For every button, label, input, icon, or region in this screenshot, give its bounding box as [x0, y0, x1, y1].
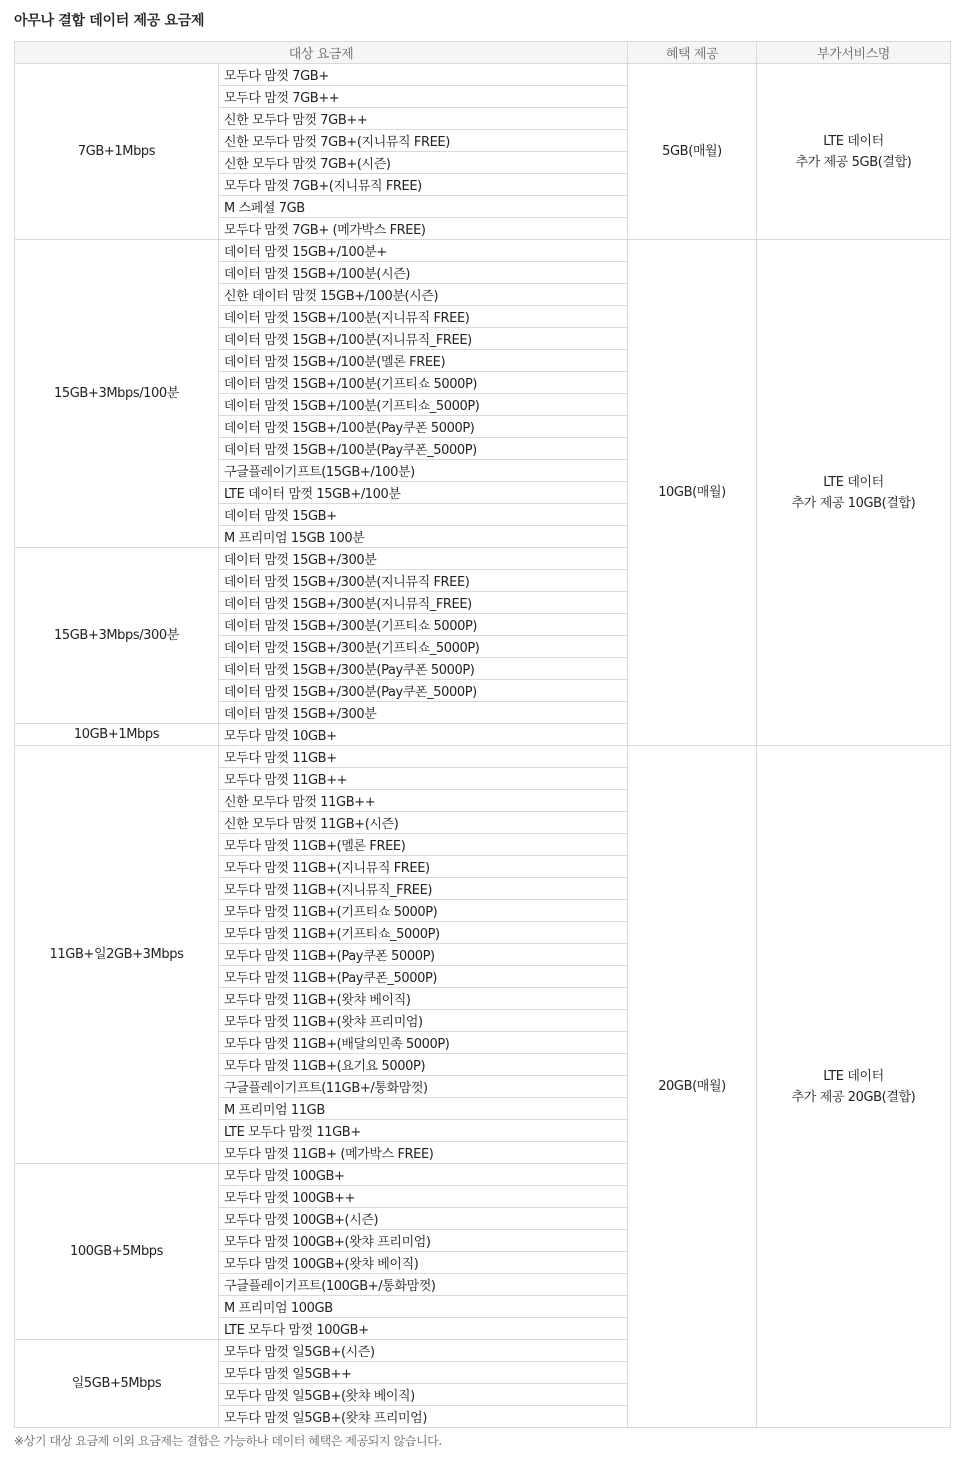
- plan-name: 데이터 맘껏 15GB+/100분(지니뮤직 FREE): [219, 306, 628, 328]
- plan-group-name: 11GB+일2GB+3Mbps: [15, 746, 219, 1164]
- plan-name: 신한 모두다 맘껏 7GB++: [219, 108, 628, 130]
- plan-name: 모두다 맘껏 11GB++: [219, 768, 628, 790]
- plan-name: 모두다 맘껏 11GB+: [219, 746, 628, 768]
- plan-name: 구글플레이기프트(11GB+/통화맘껏): [219, 1076, 628, 1098]
- plan-name: 모두다 맘껏 11GB+(지니뮤직 FREE): [219, 856, 628, 878]
- plan-group-name: 10GB+1Mbps: [15, 724, 219, 746]
- plan-name: 데이터 맘껏 15GB+: [219, 504, 628, 526]
- table-row: [15, 64, 951, 86]
- plan-name: 데이터 맘껏 15GB+/300분: [219, 702, 628, 724]
- plan-name: 데이터 맘껏 15GB+/100분(Pay쿠폰_5000P): [219, 438, 628, 460]
- header-target-plan: 대상 요금제: [15, 42, 628, 64]
- service-name-line: LTE 데이터: [823, 133, 884, 149]
- plan-name: 데이터 맘껏 15GB+/100분(시즌): [219, 262, 628, 284]
- plan-name: 데이터 맘껏 15GB+/300분(Pay쿠폰_5000P): [219, 680, 628, 702]
- plan-name: 모두다 맘껏 일5GB+(왓챠 베이직): [219, 1384, 628, 1406]
- plan-name: 데이터 맘껏 15GB+/300분(기프티쇼 5000P): [219, 614, 628, 636]
- plan-name: LTE 데이터 맘껏 15GB+/100분: [219, 482, 628, 504]
- plan-name: 모두다 맘껏 7GB+ (메가박스 FREE): [219, 218, 628, 240]
- plan-name: 데이터 맘껏 15GB+/300분(Pay쿠폰 5000P): [219, 658, 628, 680]
- service-name-line: LTE 데이터: [823, 1068, 884, 1084]
- header-benefit: 혜택 제공: [628, 42, 757, 64]
- plan-group-name: 일5GB+5Mbps: [15, 1340, 219, 1428]
- benefit-amount: 10GB(매월): [628, 240, 757, 746]
- plan-name: 모두다 맘껏 11GB+(멜론 FREE): [219, 834, 628, 856]
- plan-name: 모두다 맘껏 11GB+(배달의민족 5000P): [219, 1032, 628, 1054]
- plan-name: 신한 데이터 맘껏 15GB+/100분(시즌): [219, 284, 628, 306]
- plan-group-name: 7GB+1Mbps: [15, 64, 219, 240]
- plan-name: M 프리미엄 15GB 100분: [219, 526, 628, 548]
- plan-group-name: 100GB+5Mbps: [15, 1164, 219, 1340]
- service-name-line: LTE 데이터: [823, 474, 884, 490]
- service-name-line: 추가 제공 20GB(결합): [791, 1089, 916, 1105]
- plan-name: 데이터 맘껏 15GB+/300분(지니뮤직_FREE): [219, 592, 628, 614]
- plan-name: 모두다 맘껏 100GB+: [219, 1164, 628, 1186]
- plan-name: 신한 모두다 맘껏 7GB+(시즌): [219, 152, 628, 174]
- plan-name: 모두다 맘껏 10GB+: [219, 724, 628, 746]
- service-name-line: 추가 제공 5GB(결합): [795, 154, 912, 170]
- plan-name: 데이터 맘껏 15GB+/100분(Pay쿠폰 5000P): [219, 416, 628, 438]
- plan-name: 모두다 맘껏 11GB+(Pay쿠폰 5000P): [219, 944, 628, 966]
- plan-name: 모두다 맘껏 일5GB+(왓챠 프리미엄): [219, 1406, 628, 1428]
- plan-name: 모두다 맘껏 11GB+(Pay쿠폰_5000P): [219, 966, 628, 988]
- plan-name: 데이터 맘껏 15GB+/100분(기프티쇼 5000P): [219, 372, 628, 394]
- service-name: [757, 240, 951, 746]
- plan-name: LTE 모두다 맘껏 11GB+: [219, 1120, 628, 1142]
- plan-name: 모두다 맘껏 일5GB+(시즌): [219, 1340, 628, 1362]
- benefit-amount: 20GB(매월): [628, 746, 757, 1428]
- service-name: [757, 64, 951, 240]
- plan-name: 모두다 맘껏 7GB+: [219, 64, 628, 86]
- plan-name: 데이터 맘껏 15GB+/100분+: [219, 240, 628, 262]
- plan-name: 구글플레이기프트(100GB+/통화맘껏): [219, 1274, 628, 1296]
- plan-name: M 스페셜 7GB: [219, 196, 628, 218]
- plan-name: M 프리미엄 11GB: [219, 1098, 628, 1120]
- plan-name: 모두다 맘껏 7GB++: [219, 86, 628, 108]
- plan-name: 모두다 맘껏 11GB+(지니뮤직_FREE): [219, 878, 628, 900]
- service-name-line: 추가 제공 10GB(결합): [791, 495, 916, 511]
- plan-group-name: 15GB+3Mbps/100분: [15, 240, 219, 548]
- plan-name: 모두다 맘껏 100GB+(왓챠 프리미엄): [219, 1230, 628, 1252]
- plan-name: 신한 모두다 맘껏 11GB++: [219, 790, 628, 812]
- plan-name: 모두다 맘껏 11GB+(기프티쇼 5000P): [219, 900, 628, 922]
- footnote: ※상기 대상 요금제 이외 요금제는 결합은 가능하나 데이터 혜택은 제공되지 않습니다.: [14, 1434, 442, 1448]
- plan-name: 데이터 맘껏 15GB+/100분(지니뮤직_FREE): [219, 328, 628, 350]
- plan-name: 모두다 맘껏 100GB+(왓챠 베이직): [219, 1252, 628, 1274]
- plan-name: 모두다 맘껏 11GB+(기프티쇼_5000P): [219, 922, 628, 944]
- plan-name: 데이터 맘껏 15GB+/100분(멜론 FREE): [219, 350, 628, 372]
- plan-name: 데이터 맘껏 15GB+/300분(기프티쇼_5000P): [219, 636, 628, 658]
- plan-name: 구글플레이기프트(15GB+/100분): [219, 460, 628, 482]
- plan-name: 신한 모두다 맘껏 7GB+(지니뮤직 FREE): [219, 130, 628, 152]
- plan-name: 데이터 맘껏 15GB+/100분(기프티쇼_5000P): [219, 394, 628, 416]
- plan-name: 데이터 맘껏 15GB+/300분: [219, 548, 628, 570]
- plan-group-name: 15GB+3Mbps/300분: [15, 548, 219, 724]
- plan-table-body: [15, 64, 951, 1428]
- plan-name: 데이터 맘껏 15GB+/300분(지니뮤직 FREE): [219, 570, 628, 592]
- plan-name: LTE 모두다 맘껏 100GB+: [219, 1318, 628, 1340]
- plan-name: 모두다 맘껏 7GB+(지니뮤직 FREE): [219, 174, 628, 196]
- plan-name: 모두다 맘껏 100GB+(시즌): [219, 1208, 628, 1230]
- table-row: [15, 746, 951, 768]
- table-row: [15, 240, 951, 262]
- plan-name: 신한 모두다 맘껏 11GB+(시즌): [219, 812, 628, 834]
- plan-name: M 프리미엄 100GB: [219, 1296, 628, 1318]
- plan-name: 모두다 맘껏 11GB+ (메가박스 FREE): [219, 1142, 628, 1164]
- benefit-amount: 5GB(매월): [628, 64, 757, 240]
- plan-name: 모두다 맘껏 11GB+(요기요 5000P): [219, 1054, 628, 1076]
- table-header-row: [15, 42, 951, 64]
- plan-name: 모두다 맘껏 일5GB++: [219, 1362, 628, 1384]
- plan-name: 모두다 맘껏 100GB++: [219, 1186, 628, 1208]
- plan-name: 모두다 맘껏 11GB+(왓챠 프리미엄): [219, 1010, 628, 1032]
- header-service-name: 부가서비스명: [757, 42, 951, 64]
- plan-table: [14, 41, 951, 1428]
- service-name: [757, 746, 951, 1428]
- page-title: 아무나 결합 데이터 제공 요금제: [14, 13, 205, 29]
- plan-name: 모두다 맘껏 11GB+(왓챠 베이직): [219, 988, 628, 1010]
